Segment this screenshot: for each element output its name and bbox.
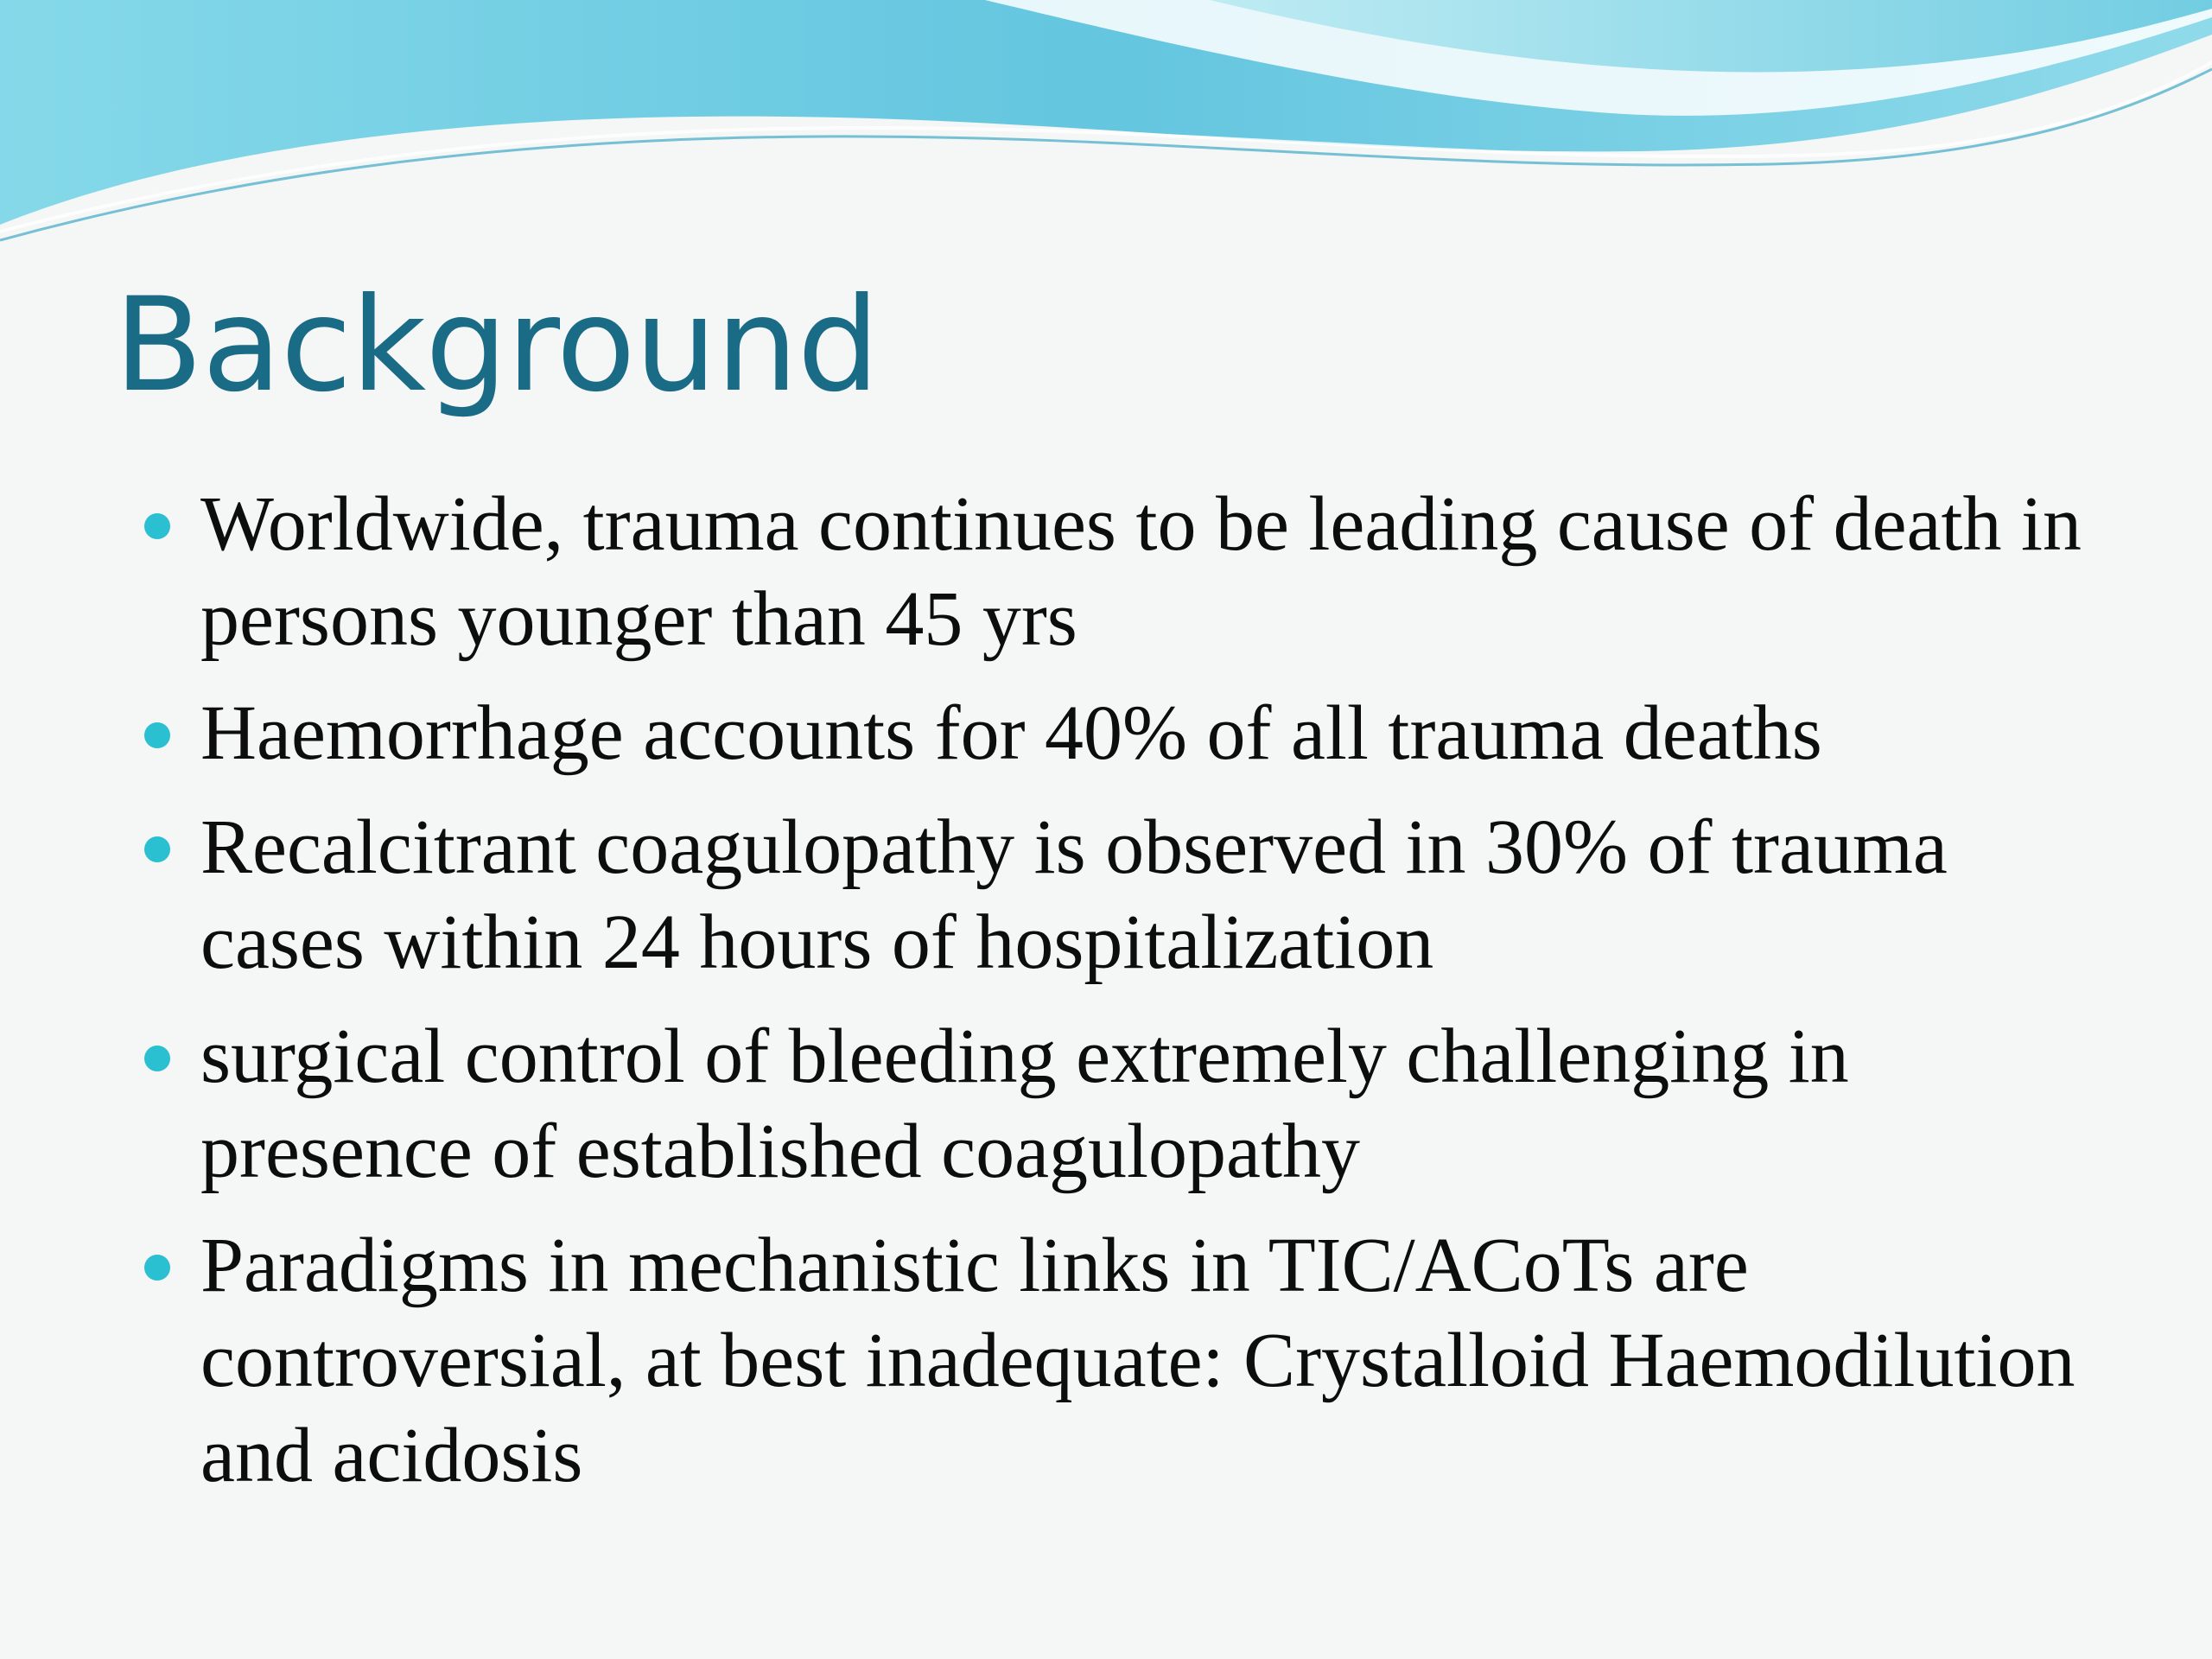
bullet-dot-icon [144,836,170,862]
bullet-dot-icon [144,1046,170,1071]
bullet-item [200,477,2084,667]
bullet-text: Recalcitrant coagulopathy is observed in 30% of trauma cases within 24 hours of hospitalization [200,804,1948,985]
bullet-text: Paradigms in mechanistic links in TIC/ACoTs are controversial, at best inadequate: Crystalloid Haemodilution and acidosis [200,1223,2075,1498]
bullet-item [200,686,2084,781]
bullet-dot-icon [144,722,170,748]
slide-title: Background [114,270,879,421]
wave-header-graphic [0,0,2212,259]
bullet-item [200,800,2084,990]
bullet-text: surgical control of bleeding extremely challenging in presence of established coagulopathy [200,1014,1849,1194]
bullet-item [200,1218,2084,1503]
bullet-text: Worldwide, trauma continues to be leading cause of death in persons younger than 45 yrs [200,481,2082,662]
bullet-text: Haemorrhage accounts for 40% of all trauma deaths [200,690,1822,776]
bullet-dot-icon [144,513,170,539]
bullet-item [200,1009,2084,1199]
bullet-list [200,477,2084,1522]
bullet-dot-icon [144,1255,170,1281]
